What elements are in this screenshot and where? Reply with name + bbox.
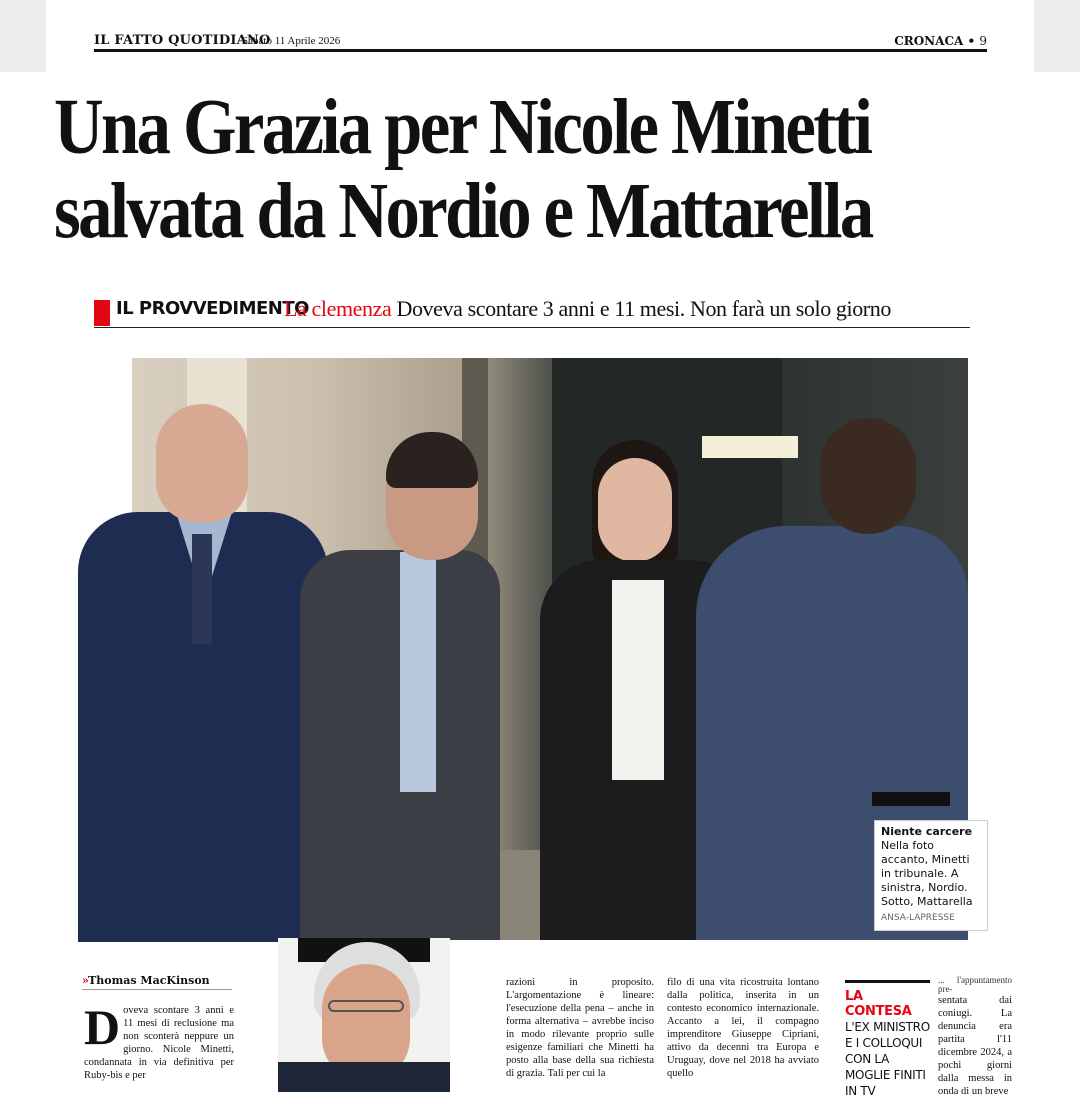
sidebar-box — [845, 980, 930, 1099]
page-number: 9 — [979, 34, 987, 48]
photo-figure-nordio — [78, 404, 328, 940]
kicker — [94, 296, 970, 328]
figure-suit — [278, 1062, 450, 1092]
byline-marker: » — [82, 974, 89, 987]
figure-head — [156, 404, 248, 522]
byline — [82, 974, 232, 990]
figure-hair — [386, 432, 478, 488]
scan-margin-left — [0, 0, 46, 72]
caption-bar — [872, 792, 950, 806]
article-column-4: filo di una vita ricostruita lontano dalla politica, inserita in un contesto economico internazionale. Accanto a lei, il compagno imprenditore Giuseppe Cipriani, attivo da decenni tra Europa e Uruguay, dove nel 2018 ha avviato quello — [667, 977, 819, 1079]
headline-line-2: salvata da Nordio e Mattarella — [54, 168, 872, 255]
headline — [54, 86, 907, 254]
publication-name: IL FATTO QUOTIDIANO — [94, 33, 271, 48]
kicker-red-phrase: La clemenza — [284, 296, 392, 321]
kicker-text: Doveva scontare 3 anni e 11 mesi. Non farà un solo giorno — [396, 296, 891, 321]
figure-shirt — [400, 552, 436, 792]
sidebar-title: LA CONTESA — [845, 989, 912, 1019]
article-column-3: razioni in proposito. L'argomentazione è lineare: l'esecuzione della pena – anche in forma alternativa – avrebbe inciso in modo rilevante proprio sulle esigenze familiari che Minetti ha posto alla base della sua richiesta di grazia. Tali per cui la — [506, 977, 654, 1079]
article-fragment: ... l'appuntamento pre- — [938, 975, 1012, 994]
sidebar-text: L'EX MINISTRO E I COLLOQUI CON LA MOGLIE FINITI IN TV — [845, 1020, 930, 1098]
kicker-tagline — [284, 296, 891, 322]
section-name: CRONACA • — [894, 34, 976, 48]
issue-date: Sabato 11 Aprile 2026 — [242, 35, 341, 47]
figure-shirt — [612, 580, 664, 780]
caption-title: Niente carcere — [881, 825, 973, 838]
article-column-6 — [938, 975, 1012, 1097]
figure-tie — [192, 534, 212, 644]
figure-head — [598, 458, 672, 562]
inset-photo-mattarella — [278, 938, 450, 1080]
kicker-tag: IL PROVVEDIMENTO — [116, 298, 309, 319]
running-header — [94, 32, 987, 52]
figure-glasses — [328, 1000, 404, 1012]
figure-head — [820, 418, 916, 534]
drop-cap: D — [84, 999, 121, 1055]
photo-caption — [874, 820, 988, 931]
article-text: sentata dai coniugi. La denuncia era partita l'11 dicembre 2024, a pochi giorni dalla messa in onda di un breve — [938, 995, 1012, 1097]
scan-margin-right — [1034, 0, 1080, 72]
kicker-red-bar — [94, 300, 110, 326]
section-label — [894, 34, 987, 48]
photo-figure-man-glasses — [300, 432, 500, 940]
headline-line-1: Una Grazia per Nicole Minetti — [54, 84, 871, 171]
article-text: oveva scontare 3 anni e 11 mesi di reclusione ma non sconterà neppure un giorno. Nicole Minetti, condannata in via definitiva per Ruby-bis e per — [84, 1005, 234, 1081]
photo-credit: ANSA-LAPRESSE — [881, 913, 955, 923]
author-name: Thomas MacKinson — [88, 974, 210, 987]
article-column-1 — [84, 999, 234, 1081]
caption-text: Nella foto accanto, Minetti in tribunale. A sinistra, Nordio. Sotto, Mattarella — [881, 839, 973, 908]
